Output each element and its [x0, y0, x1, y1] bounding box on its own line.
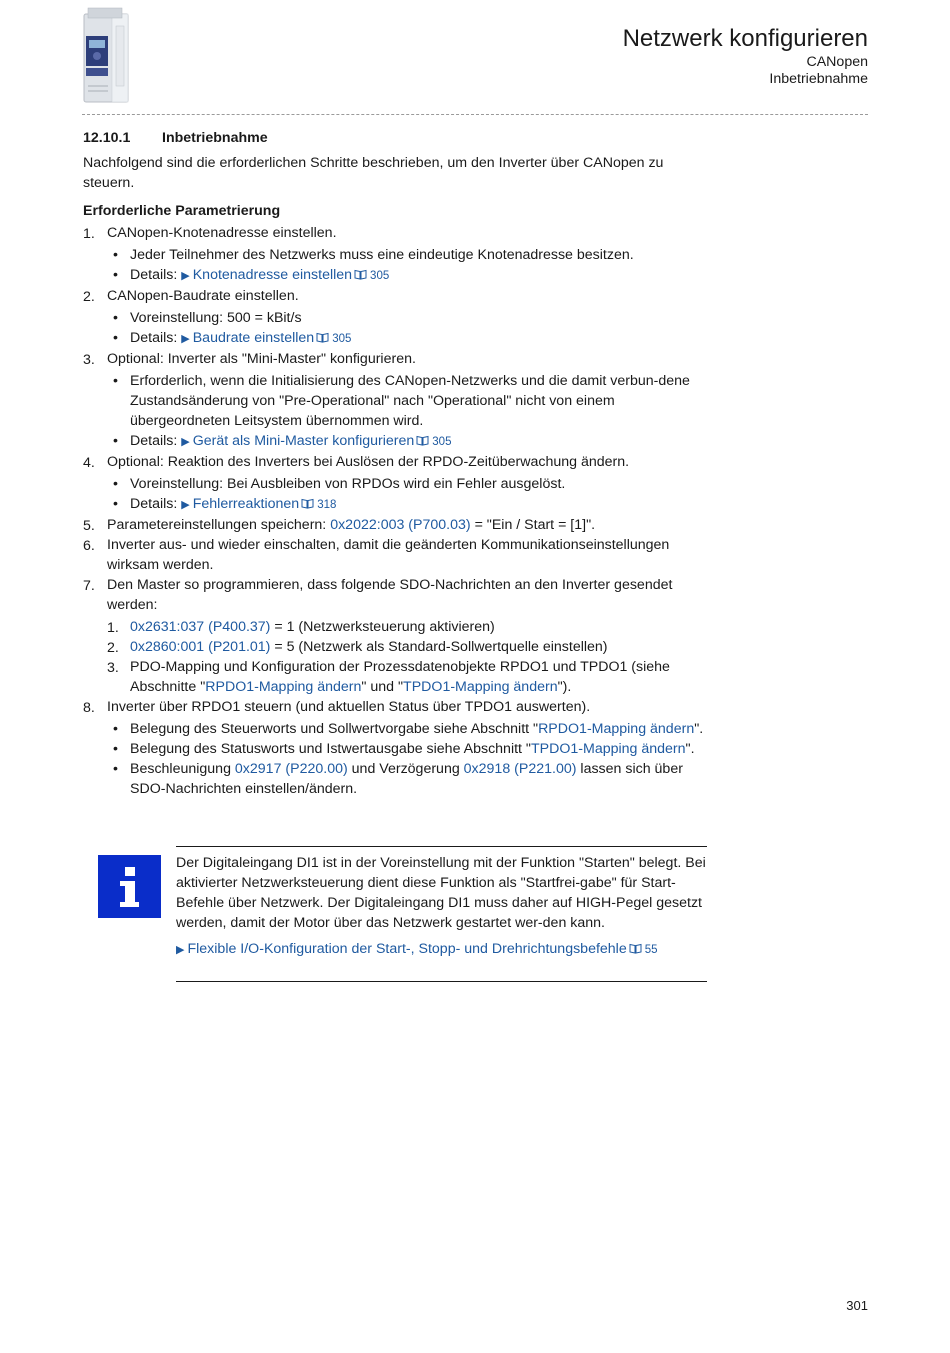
bullet-item: • Belegung des Statusworts und Istwertausgabe siehe Abschnitt "TPDO1-Mapping ändern".	[113, 741, 695, 757]
book-icon	[316, 332, 329, 343]
bullet-item: • Details: ▶ Knotenadresse einstellen 305	[113, 267, 390, 283]
book-icon	[416, 435, 429, 446]
page-number: 301	[846, 1298, 868, 1313]
page-header	[623, 24, 868, 88]
info-icon	[98, 855, 161, 918]
link-mini-master[interactable]: Gerät als Mini-Master konfigurieren	[192, 433, 415, 449]
link-tpdo1-mapping[interactable]: TPDO1-Mapping ändern	[530, 741, 686, 757]
bullet-text-suffix: lassen sich über SDO-Nachrichten einstellen/ändern.	[130, 761, 683, 797]
step-item	[83, 697, 708, 799]
section-heading	[83, 128, 708, 149]
step-item	[83, 349, 708, 452]
link-rpdo1-mapping[interactable]: RPDO1-Mapping ändern	[538, 721, 695, 737]
link-arrow-icon: ▶	[181, 436, 190, 448]
step-number: 5.	[83, 518, 95, 534]
step-text: Inverter über RPDO1 steuern (und aktuellen Status über TPDO1 auswerten).	[107, 699, 591, 715]
bullet-text: Jeder Teilnehmer des Netzwerks muss eine eindeutige Knotenadresse besitzen.	[130, 247, 634, 263]
link-arrow-icon: ▶	[181, 333, 190, 345]
bullet-item: • Details: ▶ Gerät als Mini-Master konfigurieren 305	[113, 433, 452, 449]
bullet-text-mid: und Verzögerung	[347, 761, 464, 777]
link-param-0x2918[interactable]: 0x2918 (P221.00)	[463, 761, 577, 777]
link-param-0x2917[interactable]: 0x2917 (P220.00)	[234, 761, 348, 777]
sub-steps-list	[107, 617, 708, 697]
subheading: Erforderliche Parametrierung	[83, 203, 281, 219]
link-arrow-icon: ▶	[176, 944, 185, 956]
sub-step-item	[107, 657, 708, 697]
link-rpdo1-mapping[interactable]: RPDO1-Mapping ändern	[205, 679, 362, 695]
sub-step-number: 3.	[107, 660, 119, 676]
bullet-item: • Jeder Teilnehmer des Netzwerks muss eine eindeutige Knotenadresse besitzen.	[113, 247, 634, 263]
step-item	[83, 452, 708, 515]
info-note-body	[176, 846, 707, 982]
step-number: 6.	[83, 538, 95, 554]
header-divider	[82, 114, 868, 115]
sub-step-item	[107, 617, 708, 637]
bullet-text-suffix: ".	[694, 721, 704, 737]
page-reference[interactable]: 305	[370, 270, 390, 282]
section-number: 12.10.1	[83, 130, 131, 146]
bullet-text-suffix: ".	[685, 741, 695, 757]
header-title: Netzwerk konfigurieren	[622, 25, 868, 52]
step-number: 2.	[83, 289, 95, 305]
bullet-list	[107, 719, 708, 799]
main-content	[83, 128, 708, 799]
page-reference[interactable]: 305	[332, 333, 352, 345]
bullet-text: Beschleunigung	[130, 761, 235, 777]
step-text: Inverter aus- und wieder einschalten, damit die geänderten Kommunikationseinstellungen wirksam werden.	[107, 537, 670, 573]
link-fehlerreaktionen[interactable]: Fehlerreaktionen	[192, 496, 300, 512]
step-item	[83, 535, 708, 575]
details-label: Details:	[130, 433, 182, 449]
steps-list	[83, 223, 708, 799]
sub-step-text: = 5 (Netzwerk als Standard-Sollwertquelle einstellen)	[270, 639, 608, 655]
step-item	[83, 575, 708, 697]
link-knotenadresse[interactable]: Knotenadresse einstellen	[192, 267, 353, 283]
bullet-list	[107, 371, 708, 452]
intro-paragraph: Nachfolgend sind die erforderlichen Schritte beschrieben, um den Inverter über CANopen zu steuern.	[83, 155, 664, 191]
step-text: Parametereinstellungen speichern:	[107, 517, 331, 533]
step-text-suffix: = "Ein / Start = [1]".	[470, 517, 596, 533]
header-subtitle-2: Inbetriebnahme	[769, 71, 868, 87]
info-note	[98, 846, 708, 983]
step-number: 7.	[83, 578, 95, 594]
step-item	[83, 515, 708, 535]
info-note-link-row	[176, 939, 707, 960]
sub-step-number: 2.	[107, 640, 119, 656]
bullet-text: Belegung des Statusworts und Istwertausgabe siehe Abschnitt "	[130, 741, 531, 757]
step-item	[83, 223, 708, 286]
bullet-item: • Details: ▶ Fehlerreaktionen 318	[113, 496, 337, 512]
step-text: CANopen-Baudrate einstellen.	[107, 288, 299, 304]
details-label: Details:	[130, 267, 182, 283]
bullet-item: • Beschleunigung 0x2917 (P220.00) und Verzögerung 0x2918 (P221.00) lassen sich über SDO-Nachrichten einstellen/ändern.	[113, 761, 683, 797]
book-icon	[301, 498, 314, 509]
page-reference[interactable]: 318	[317, 499, 337, 511]
step-number: 3.	[83, 352, 95, 368]
bullet-text: Voreinstellung: Bei Ausbleiben von RPDOs wird ein Fehler ausgelöst.	[130, 476, 566, 492]
step-number: 4.	[83, 455, 95, 471]
details-label: Details:	[130, 330, 182, 346]
step-number: 8.	[83, 700, 95, 716]
details-label: Details:	[130, 496, 182, 512]
link-param-0x2860[interactable]: 0x2860:001 (P201.01)	[130, 639, 271, 655]
step-item	[83, 286, 708, 349]
section-title: Inbetriebnahme	[162, 130, 268, 146]
bullet-list	[107, 474, 708, 515]
bullet-item: • Details: ▶ Baudrate einstellen 305	[113, 330, 352, 346]
link-tpdo1-mapping[interactable]: TPDO1-Mapping ändern	[403, 679, 558, 695]
link-param-0x2631[interactable]: 0x2631:037 (P400.37)	[130, 619, 271, 635]
info-note-text: Der Digitaleingang DI1 ist in der Voreinstellung mit der Funktion "Starten" belegt. Bei aktivierter Netzwerksteuerung dient diese Funktion als "Startfrei-gabe" für Start-Befehle über Netzwerk. Der Digitaleingang DI1 muss daher auf HIGH-Pegel gesetzt werden, damit der Motor über das Netzwerk gestartet wer-den kann.	[176, 855, 706, 931]
link-param-0x2022[interactable]: 0x2022:003 (P700.03)	[330, 517, 471, 533]
step-number: 1.	[83, 226, 95, 242]
book-icon	[354, 269, 367, 280]
bullet-item: • Voreinstellung: Bei Ausbleiben von RPDOs wird ein Fehler ausgelöst.	[113, 476, 566, 492]
bullet-text: Erforderlich, wenn die Initialisierung des CANopen-Netzwerks und die damit verbun-dene Zustandsänderung von "Pre-Operational" nach "Operational" nicht von einem übergeordneten Leitsystem übernommen wird.	[130, 373, 690, 429]
sub-step-item	[107, 637, 708, 657]
bullet-item: • Belegung des Steuerworts und Sollwertvorgabe siehe Abschnitt "RPDO1-Mapping ändern".	[113, 721, 704, 737]
inverter-device-image	[82, 6, 132, 104]
sub-step-number: 1.	[107, 620, 119, 636]
link-arrow-icon: ▶	[181, 270, 190, 282]
link-arrow-icon: ▶	[181, 499, 190, 511]
step-text: Optional: Reaktion des Inverters bei Auslösen der RPDO-Zeitüberwachung ändern.	[107, 454, 630, 470]
sub-step-text-mid: " und "	[361, 679, 404, 695]
book-icon	[629, 943, 642, 954]
header-subtitle-1: CANopen	[806, 54, 868, 70]
link-baudrate[interactable]: Baudrate einstellen	[192, 330, 315, 346]
step-text: Den Master so programmieren, dass folgende SDO-Nachrichten an den Inverter gesendet werden:	[107, 577, 673, 613]
sub-step-text: = 1 (Netzwerksteuerung aktivieren)	[270, 619, 495, 635]
bullet-item: • Erforderlich, wenn die Initialisierung des CANopen-Netzwerks und die damit verbun-dene Zustandsänderung von "Pre-Operational" nach "Operational" nicht von einem übergeordneten Leitsystem übernommen wird.	[113, 373, 690, 429]
page-reference[interactable]: 305	[432, 436, 452, 448]
bullet-text: Belegung des Steuerworts und Sollwertvorgabe siehe Abschnitt "	[130, 721, 539, 737]
step-text: CANopen-Knotenadresse einstellen.	[107, 225, 337, 241]
step-text: Optional: Inverter als "Mini-Master" konfigurieren.	[107, 351, 416, 367]
bullet-item: • Voreinstellung: 500 = kBit/s	[113, 310, 302, 326]
bullet-list	[107, 245, 708, 286]
bullet-list	[107, 308, 708, 349]
bullet-text: Voreinstellung: 500 = kBit/s	[130, 310, 302, 326]
page-reference[interactable]: 55	[644, 944, 658, 956]
sub-step-text: PDO-Mapping und Konfiguration der Prozessdatenobjekte RPDO1 und TPDO1 (siehe Abschnitte "	[130, 659, 670, 695]
link-flexible-io[interactable]: Flexible I/O-Konfiguration der Start-, Stopp- und Drehrichtungsbefehle	[187, 941, 627, 957]
sub-step-text-suffix: ").	[557, 679, 572, 695]
